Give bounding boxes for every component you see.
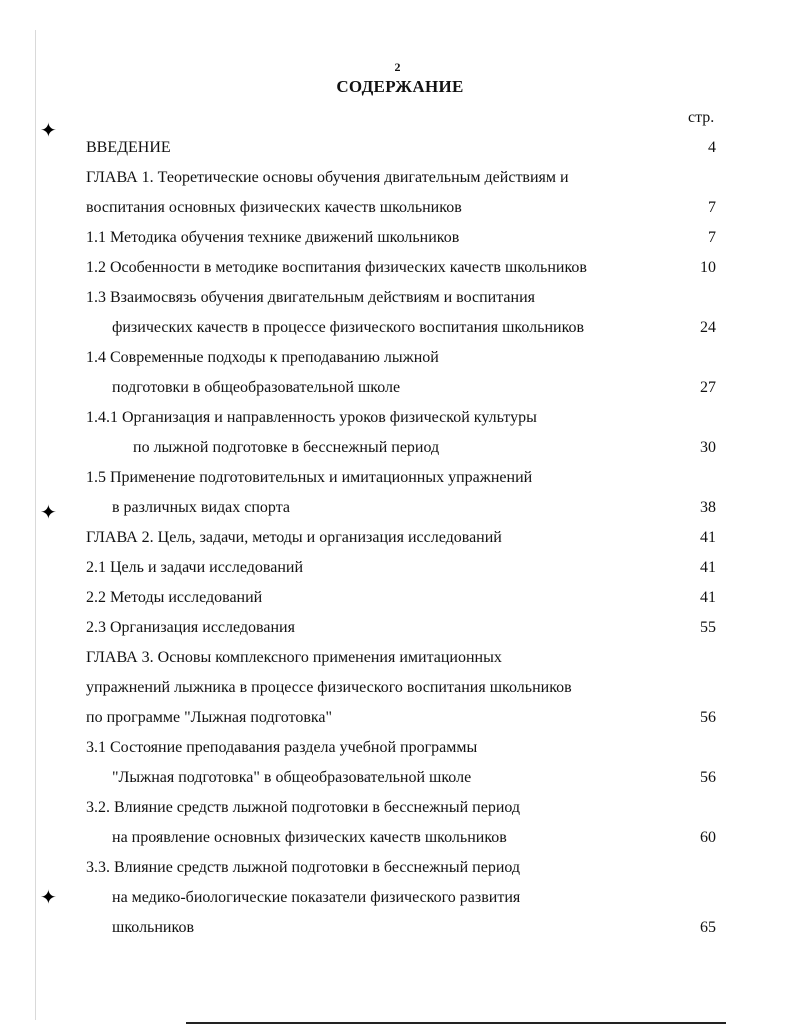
toc-line [86, 133, 726, 163]
page-number: 2 [394, 60, 401, 74]
toc-line [86, 403, 726, 433]
toc-entry-text: 1.3 Взаимосвязь обучения двигательным действиям и воспитания [86, 289, 535, 306]
toc-entry-text: на проявление основных физических качеств школьников [112, 829, 507, 846]
toc-page-number: 7 [708, 199, 716, 216]
toc-line [86, 823, 726, 853]
toc-entry-text: 2.3 Организация исследования [86, 619, 295, 636]
toc-line [86, 673, 726, 703]
toc-entry-text: 2.1 Цель и задачи исследований [86, 559, 304, 576]
toc-entry-text: воспитания основных физических качеств школьников [86, 199, 462, 216]
toc-entry-text: 1.4.1 Организация и направленность уроков физической культуры [86, 409, 537, 426]
toc-page-number: 38 [700, 499, 716, 516]
toc-page-number: 27 [700, 379, 716, 396]
toc-page-number: 10 [700, 259, 716, 276]
toc-line [86, 553, 726, 583]
toc-line [86, 433, 726, 463]
toc-line [86, 733, 726, 763]
scan-artifact-mark: ✦ [40, 120, 57, 142]
toc-line [86, 373, 726, 403]
scan-artifact-mark: ✦ [40, 502, 57, 524]
toc-line [86, 523, 726, 553]
toc-page-number: 56 [700, 709, 716, 726]
toc-entry-text: по лыжной подготовке в бесснежный период [133, 439, 440, 456]
scan-edge-line [35, 30, 36, 1020]
toc-entry-text: ГЛАВА 2. Цель, задачи, методы и организация исследований [86, 529, 502, 546]
toc-line [86, 463, 726, 493]
toc-line [86, 283, 726, 313]
toc-page-number: 56 [700, 769, 716, 786]
toc-entry-text: упражнений лыжника в процессе физического воспитания школьников [86, 679, 572, 696]
toc-line [86, 343, 726, 373]
toc-page-number: 41 [700, 559, 716, 576]
toc-entry-text: 3.2. Влияние средств лыжной подготовки в бесснежный период [86, 799, 521, 816]
toc-line [86, 643, 726, 673]
toc-entry-text: по программе "Лыжная подготовка" [86, 709, 333, 726]
toc-entry-text: 1.4 Современные подходы к преподаванию лыжной [86, 349, 439, 366]
toc-entry-text: на медико-биологические показатели физического развития [112, 889, 521, 906]
toc-page-number: 4 [708, 139, 716, 156]
toc-entry-text: в различных видах спорта [112, 499, 290, 516]
toc-entry-text: 1.2 Особенности в методике воспитания физических качеств школьников [86, 259, 587, 276]
toc-entry-text: ВВЕДЕНИЕ [86, 139, 171, 156]
toc-entry-text: 3.1 Состояние преподавания раздела учебной программы [86, 739, 478, 756]
toc-line [86, 703, 726, 733]
toc-entry-text: подготовки в общеобразовательной школе [112, 379, 401, 396]
toc-line [86, 313, 726, 343]
toc-page-number: 30 [700, 439, 716, 456]
toc-page-number: 24 [700, 319, 716, 336]
page-column-header: стр. [688, 109, 715, 126]
toc-line [86, 883, 726, 913]
toc-entry-text: 2.2 Методы исследований [86, 589, 263, 606]
toc-page-number: 41 [700, 529, 716, 546]
toc-line [86, 613, 726, 643]
page-title: СОДЕРЖАНИЕ [336, 77, 464, 96]
toc-line [86, 193, 726, 223]
toc-line [86, 853, 726, 883]
toc-entry-text: ГЛАВА 1. Теоретические основы обучения двигательным действиям и [86, 169, 569, 186]
toc-entry-text: "Лыжная подготовка" в общеобразовательной школе [112, 769, 472, 786]
toc-entry-text: 3.3. Влияние средств лыжной подготовки в бесснежный период [86, 859, 521, 876]
toc-page-number: 55 [700, 619, 716, 636]
toc-line [86, 763, 726, 793]
toc-page-number: 41 [700, 589, 716, 606]
toc-line [86, 493, 726, 523]
toc-entry-text: 1.5 Применение подготовительных и имитационных упражнений [86, 469, 533, 486]
toc-page-number: 7 [708, 229, 716, 246]
toc-line [86, 223, 726, 253]
toc-entry-text: 1.1 Методика обучения технике движений школьников [86, 229, 460, 246]
scan-artifact-mark: ✦ [40, 887, 57, 909]
scan-bottom-edge [186, 1022, 726, 1024]
toc-line [86, 163, 726, 193]
toc-line [86, 253, 726, 283]
toc-entry-text: школьников [112, 919, 194, 936]
toc-page-number: 65 [700, 919, 716, 936]
toc-line [86, 583, 726, 613]
toc-entry-text: ГЛАВА 3. Основы комплексного применения имитационных [86, 649, 502, 666]
toc-line [86, 793, 726, 823]
toc-entry-text: физических качеств в процессе физического воспитания школьников [112, 319, 585, 336]
toc-line [86, 913, 726, 943]
toc-page-number: 60 [700, 829, 716, 846]
